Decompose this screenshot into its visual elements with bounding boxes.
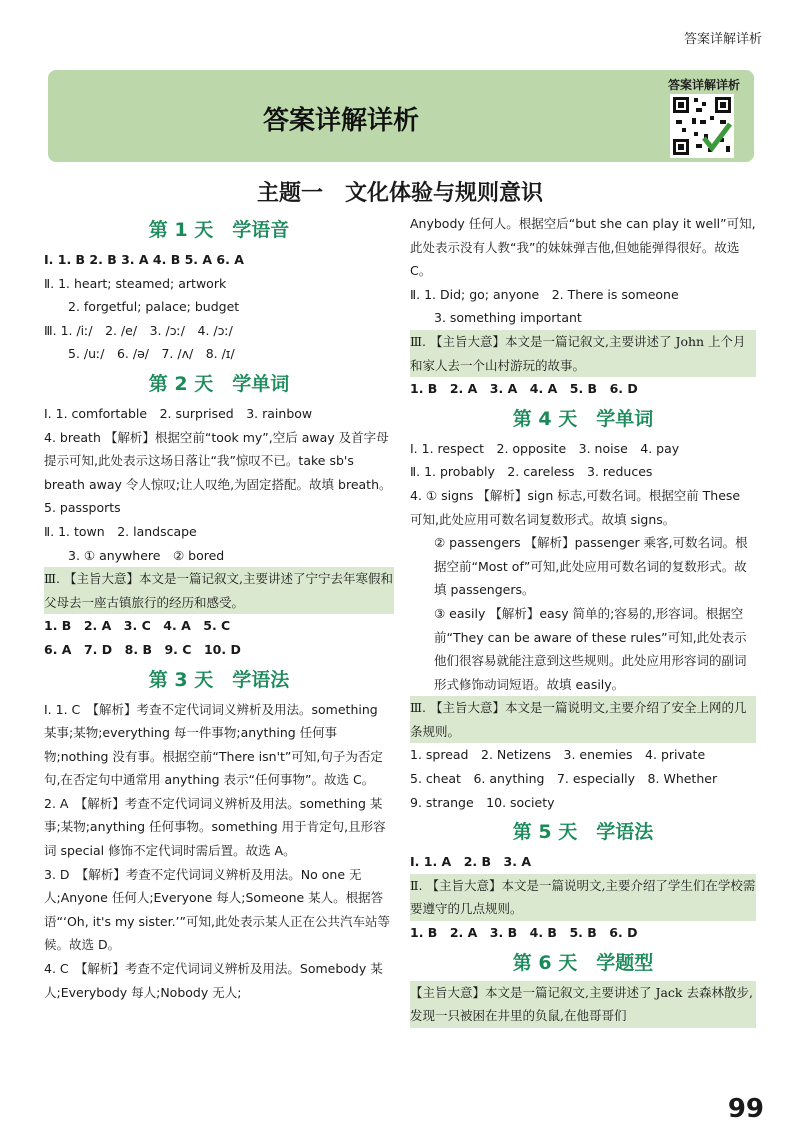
day3-heading: 第 3 天 学语法 xyxy=(148,668,290,691)
running-header: 答案详解详析 xyxy=(683,32,762,47)
answer-line: Ⅱ. 1. heart; steamed; artwork xyxy=(44,275,227,291)
answer-explanation: ③ easily 【解析】easy 简单的;容易的,形容词。根据空前“They can be aware of these rules”可知,此处表示他们很容易就能注意到这些规则。此处应用形容词的副词形式修饰动词短语。故填 easily。 xyxy=(434,605,747,692)
main-idea: Ⅲ. 【主旨大意】本文是一篇记叙文,主要讲述了 John 上个月和家人去一个山村游玩的故事。 xyxy=(410,330,756,377)
answer-line: 5. cheat 6. anything 7. especially 8. Whether xyxy=(410,771,718,787)
qr-label: 答案详解详析 xyxy=(667,78,740,92)
answer-explanation: Anybody 任何人。根据空后“but she can play it well”可知,此处表示没有人教“我”的妹妹弹吉他,但她能弹得很好。故选 C。 xyxy=(410,216,756,279)
answer-explanation: 4. breath 【解析】根据空前“took my”,空后 away 及首字母提示可知,此处表示这场日落让“我”惊叹不已。take sb's breath away 令人惊叹;让人叹绝,为固定搭配。故填 breath。 xyxy=(44,429,392,492)
main-idea: Ⅱ. 【主旨大意】本文是一篇说明文,主要介绍了学生们在学校需要遵守的几点规则。 xyxy=(410,874,756,921)
answer-line: Ⅰ. 1. respect 2. opposite 3. noise 4. pay xyxy=(410,440,680,456)
answer-explanation: 3. D 【解析】考查不定代词词义辨析及用法。No one 无人;Anyone 任何人;Everyone 每人;Someone 某人。根据答语“‘Oh, it's my sister.’”可知,此处表示某人正在公共汽车站等候。故选 D。 xyxy=(44,866,390,953)
answer-line: 5. /uː/ 6. /ə/ 7. /ʌ/ 8. /ɪ/ xyxy=(68,346,235,362)
left-column xyxy=(44,212,394,1004)
day1-heading: 第 1 天 学语音 xyxy=(148,219,290,241)
day2-heading: 第 2 天 学单词 xyxy=(148,372,290,395)
day6-heading: 第 6 天 学题型 xyxy=(512,951,654,974)
answer-explanation: Ⅰ. 1. C 【解析】考查不定代词词义辨析及用法。something 某事;某物;everything 每一件事物;anything 任何事物;nothing 没有事。根据空前“There isn't”可知,句子为否定句,在否定句中通常用 anything 表示“任何事物”。故选 C。 xyxy=(44,701,383,788)
right-column xyxy=(410,212,756,1028)
answer-line: Ⅲ. 1. /iː/ 2. /e/ 3. /ɔː/ 4. /ɔː/ xyxy=(44,322,233,338)
answer-explanation: 4. C 【解析】考查不定代词词义辨析及用法。Somebody 某人;Everybody 每人;Nobody 无人; xyxy=(44,961,383,1000)
answer-line: 1. B 2. A 3. A 4. A 5. B 6. D xyxy=(410,381,638,397)
answer-explanation: 2. A 【解析】考查不定代词词义辨析及用法。something 某事;某物;anything 任何事物。something 用于肯定句,且形容词 special 修饰不定代词时需后置。故选 A。 xyxy=(44,795,386,859)
answer-line: Ⅱ. 1. probably 2. careless 3. reduces xyxy=(410,464,653,480)
main-idea: Ⅲ. 【主旨大意】本文是一篇说明文,主要介绍了安全上网的几条规则。 xyxy=(410,696,756,743)
banner-title: 答案详解详析 xyxy=(262,106,419,136)
answer-line: 5. passports xyxy=(44,500,121,516)
answer-line: Ⅰ. 1. comfortable 2. surprised 3. rainbow xyxy=(44,405,313,421)
answer-line: 1. spread 2. Netizens 3. enemies 4. private xyxy=(410,747,706,763)
topic-title: 主题一 文化体验与规则意识 xyxy=(256,181,543,206)
answer-banner xyxy=(48,70,754,162)
answer-line: 3. something important xyxy=(434,310,582,326)
answer-explanation: 4. ① signs 【解析】sign 标志,可数名词。根据空前 These 可知,此处应用可数名词复数形式。故填 signs。 xyxy=(410,487,741,527)
main-idea: 【主旨大意】本文是一篇记叙文,主要讲述了 Jack 去森林散步,发现一只被困在井里的负鼠,在他哥哥们 xyxy=(410,981,756,1028)
answer-line: Ⅱ. 1. Did; go; anyone 2. There is someone xyxy=(410,286,679,302)
answer-line: Ⅰ. 1. A 2. B 3. A xyxy=(410,854,532,870)
answer-line: 3. ① anywhere ② bored xyxy=(68,547,225,563)
answer-line: 2. forgetful; palace; budget xyxy=(68,299,240,315)
day5-heading: 第 5 天 学语法 xyxy=(512,821,654,844)
main-idea: Ⅲ. 【主旨大意】本文是一篇记叙文,主要讲述了宁宁去年寒假和父母去一座古镇旅行的经历和感受。 xyxy=(44,567,394,614)
answer-line: Ⅱ. 1. town 2. landscape xyxy=(44,523,197,539)
answer-explanation: ② passengers 【解析】passenger 乘客,可数名词。根据空前“Most of”可知,此处应用可数名词的复数形式。故填 passengers。 xyxy=(434,535,748,598)
page-number: 99 xyxy=(727,1094,764,1124)
day4-heading: 第 4 天 学单词 xyxy=(512,407,654,430)
qr-code-icon[interactable] xyxy=(670,94,734,158)
answer-line: 1. B 2. A 3. B 4. B 5. B 6. D xyxy=(410,925,638,941)
answer-line: 1. B 2. A 3. C 4. A 5. C xyxy=(44,618,231,634)
answer-line: 9. strange 10. society xyxy=(410,794,555,810)
answer-line: Ⅰ. 1. B 2. B 3. A 4. B 5. A 6. A xyxy=(44,252,244,267)
answer-line: 6. A 7. D 8. B 9. C 10. D xyxy=(44,641,241,657)
